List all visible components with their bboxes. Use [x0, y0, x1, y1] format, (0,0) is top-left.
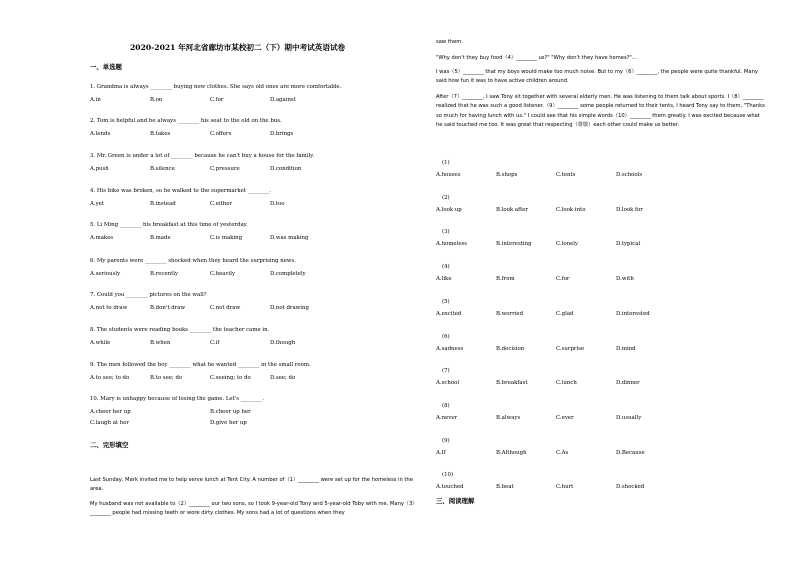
option-a[interactable]: A.look up [436, 206, 462, 213]
option-b[interactable]: B.decision [496, 345, 525, 352]
option-c[interactable]: C.if [210, 340, 220, 346]
option-b[interactable]: B.from [496, 276, 515, 283]
cloze-item-number: (7) [442, 368, 450, 375]
question-stem: 5. Li Ming ________ his breakfast at this time of yesterday. [90, 222, 248, 228]
question-stem: 1. Grandma is always ________ buying new clothes. She says old ones are more comfortable. [90, 84, 342, 90]
cloze-item-options [436, 276, 736, 284]
cloze-item-number: (5) [442, 298, 450, 305]
option-a[interactable]: A.cheer her up [90, 409, 131, 415]
option-b[interactable]: B.look after [496, 206, 529, 213]
option-d[interactable]: D.see; do [270, 375, 296, 381]
cloze-paragraph: After（7）________, I saw Tony sit together with several elderly men. He was listening to them talk about sports. I（8）________ realized that he was such a good listener.（9）________ some people returned to their tents, I heard Tony say to them, "Thanks so much for having lunch with us." I could see that his simple words（10）________ them greatly. I was excited because what he said touched me too. It was great that respecting（尊敬）each other could make us better. [436, 94, 765, 128]
option-c[interactable]: C.As [556, 449, 569, 456]
option-d[interactable]: D.not drawing [270, 305, 309, 311]
option-b[interactable]: B.silence [150, 166, 175, 172]
question-stem: 10. Mary is unhappy because of losing the game. Let's ________. [90, 396, 265, 402]
option-c[interactable]: C.hurt [556, 484, 574, 491]
option-c[interactable]: C.ever [556, 414, 574, 421]
option-a[interactable]: A.homeless [436, 241, 468, 248]
option-c[interactable]: C.is making [210, 235, 243, 241]
option-c[interactable]: C.not draw [210, 305, 241, 311]
option-a[interactable]: A.never [436, 414, 458, 421]
cloze-item-number: (10) [442, 472, 454, 479]
question-options [90, 375, 390, 383]
question-stem: 2. Tom is helpful and he always ________ his seat to the old on the bus. [90, 118, 282, 124]
cloze-paragraph: I was（5）________ that my boys would make too much noise. But to my（6）________, the people were quite thankful. Many said how fun it was to have active children around. [436, 69, 758, 85]
cloze-item-options [436, 172, 736, 180]
option-c[interactable]: C.for [210, 97, 224, 103]
option-a[interactable]: A.houses [436, 172, 461, 178]
option-d[interactable]: D.against [270, 97, 296, 103]
option-d[interactable]: D.brings [270, 131, 294, 137]
cloze-paragraph: My husband was not available to（2）________ our two sons, so I took 9-year-old Tony and 5-year-old Toby with me. Many（3）________ people had missing teeth or wore dirty clothes. My sons had a lot of questions when they [90, 501, 418, 517]
option-a[interactable]: A.sadness [436, 345, 464, 352]
cloze-paragraph: Last Sunday, Mark invited me to help serve lunch at Tent City. A number of（1）________ were set up for the homeless in the area. [90, 477, 413, 493]
option-b[interactable]: B.Although [496, 449, 527, 456]
option-d[interactable]: D.was making [270, 235, 309, 241]
option-d[interactable]: D.completely [270, 271, 306, 277]
option-a[interactable]: A.makes [90, 235, 114, 241]
option-a[interactable]: A.If [436, 449, 446, 456]
option-b[interactable]: B.when [150, 340, 171, 346]
option-a[interactable]: A.while [90, 340, 111, 346]
section-heading-cloze: 二、完形填空 [90, 441, 129, 449]
cloze-item-number: (1) [442, 160, 450, 166]
option-d[interactable]: D.interested [616, 310, 650, 317]
option-c[interactable]: C.for [556, 276, 570, 283]
cloze-item-number: (2) [442, 194, 450, 201]
option-d[interactable]: D.typical [616, 241, 641, 248]
cloze-item-options [436, 484, 736, 492]
cloze-item-options [436, 311, 736, 319]
cloze-item-options [436, 346, 736, 354]
option-b[interactable]: B.breakfast [496, 380, 528, 387]
option-b[interactable]: B.worried [496, 310, 524, 317]
option-d[interactable]: D.too [270, 201, 285, 207]
option-a[interactable]: A.lends [90, 131, 111, 137]
option-b[interactable]: B.recently [150, 271, 179, 277]
option-d[interactable]: D.mind [616, 345, 636, 352]
cloze-item-number: (8) [442, 402, 450, 409]
option-d[interactable]: D.give her up [210, 420, 247, 426]
option-c[interactable]: C.either [210, 201, 232, 207]
option-a[interactable]: A.school [436, 380, 460, 387]
option-c[interactable]: C.pressure [210, 166, 240, 172]
option-b[interactable]: B.cheer up her [210, 409, 251, 415]
question-stem: 8. The students were reading books ________ the teacher came in. [90, 327, 270, 333]
section-heading-single-choice: 一、单选题 [90, 63, 122, 71]
option-a[interactable]: A.excited [436, 310, 462, 317]
option-d[interactable]: D.though [270, 340, 296, 346]
question-options [90, 409, 390, 431]
option-c[interactable]: C.lonely [556, 241, 579, 248]
option-a[interactable]: A.to see; to do [90, 375, 130, 381]
question-stem: 9. The men followed the boy ________ what he wanted ________ in the small room. [90, 362, 311, 368]
option-b[interactable]: B.shops [496, 172, 518, 178]
option-b[interactable]: B.always [496, 414, 521, 421]
option-a[interactable]: A.in [90, 97, 101, 103]
question-options [90, 131, 390, 139]
option-a[interactable]: A.like [436, 276, 452, 283]
option-c[interactable]: C.surprise [556, 345, 585, 352]
option-c[interactable]: C.look into [556, 206, 586, 213]
option-d[interactable]: D.Because [616, 449, 645, 456]
option-a[interactable]: A.yet [90, 201, 105, 207]
option-c[interactable]: C.glad [556, 310, 574, 317]
question-stem: 7. Could you ________ pictures on the wall? [90, 292, 207, 298]
question-options [90, 166, 390, 174]
cloze-item-options [436, 241, 736, 249]
option-b[interactable]: B.beat [496, 484, 514, 491]
section-heading-reading: 三、阅读理解 [436, 497, 475, 505]
cloze-item-number: (9) [442, 437, 450, 444]
option-a[interactable]: A.push [90, 166, 109, 172]
option-c[interactable]: C.lunch [556, 380, 577, 387]
cloze-paragraph: saw them. [436, 39, 463, 45]
option-d[interactable]: D.with [616, 276, 634, 283]
question-options [90, 271, 390, 279]
question-options [90, 97, 390, 105]
option-a[interactable]: A.seriously [90, 271, 121, 277]
option-c[interactable]: C.seeing; to do [210, 375, 251, 381]
option-c[interactable]: C.heavily [210, 271, 236, 277]
option-c[interactable]: C.tents [556, 172, 576, 178]
cloze-item-options [436, 207, 736, 215]
option-c[interactable]: C.laugh at her [90, 420, 130, 426]
cloze-item-options [436, 380, 736, 388]
option-a[interactable]: A.not to draw [90, 305, 128, 311]
question-stem: 6. My parents were ________ shocked when they heard the surprising news. [90, 258, 297, 264]
cloze-item-number: (3) [442, 229, 450, 236]
option-d[interactable]: D.usually [616, 414, 642, 421]
option-a[interactable]: A.touched [436, 484, 464, 491]
cloze-paragraph: "Why don't they buy food（4）________ us?" "Why don't they have homes?"... [436, 55, 637, 61]
option-b[interactable]: B.made [150, 235, 171, 241]
option-b[interactable]: B.interesting [496, 241, 532, 248]
cloze-item-number: (4) [442, 264, 450, 271]
question-stem: 4. His bike was broken, so he walked to the supermarket ________. [90, 188, 271, 194]
question-options [90, 235, 390, 243]
option-d[interactable]: D.look for [616, 206, 643, 213]
cloze-item-number: (6) [442, 333, 450, 340]
question-options [90, 305, 390, 313]
cloze-item-options [436, 415, 736, 423]
option-d[interactable]: D.schools [616, 172, 643, 178]
page-title: 2020-2021 年河北省廊坊市某校初二（下）期中考试英语试卷 [130, 43, 346, 52]
cloze-item-options [436, 450, 736, 458]
option-d[interactable]: D.condition [270, 166, 302, 172]
option-b[interactable]: B.instead [150, 201, 176, 207]
question-stem: 3. Mr. Green is under a lot of ________ because he can't buy a house for the family. [90, 153, 315, 159]
option-b[interactable]: B.to see; do [150, 375, 183, 381]
question-options [90, 340, 390, 348]
option-c[interactable]: C.offers [210, 131, 232, 137]
option-b[interactable]: B.takes [150, 131, 171, 137]
option-d[interactable]: D.shocked [616, 484, 645, 491]
question-options [90, 201, 390, 209]
option-b[interactable]: B.don't draw [150, 305, 186, 311]
option-d[interactable]: D.dinner [616, 380, 640, 387]
option-b[interactable]: B.on [150, 97, 163, 103]
